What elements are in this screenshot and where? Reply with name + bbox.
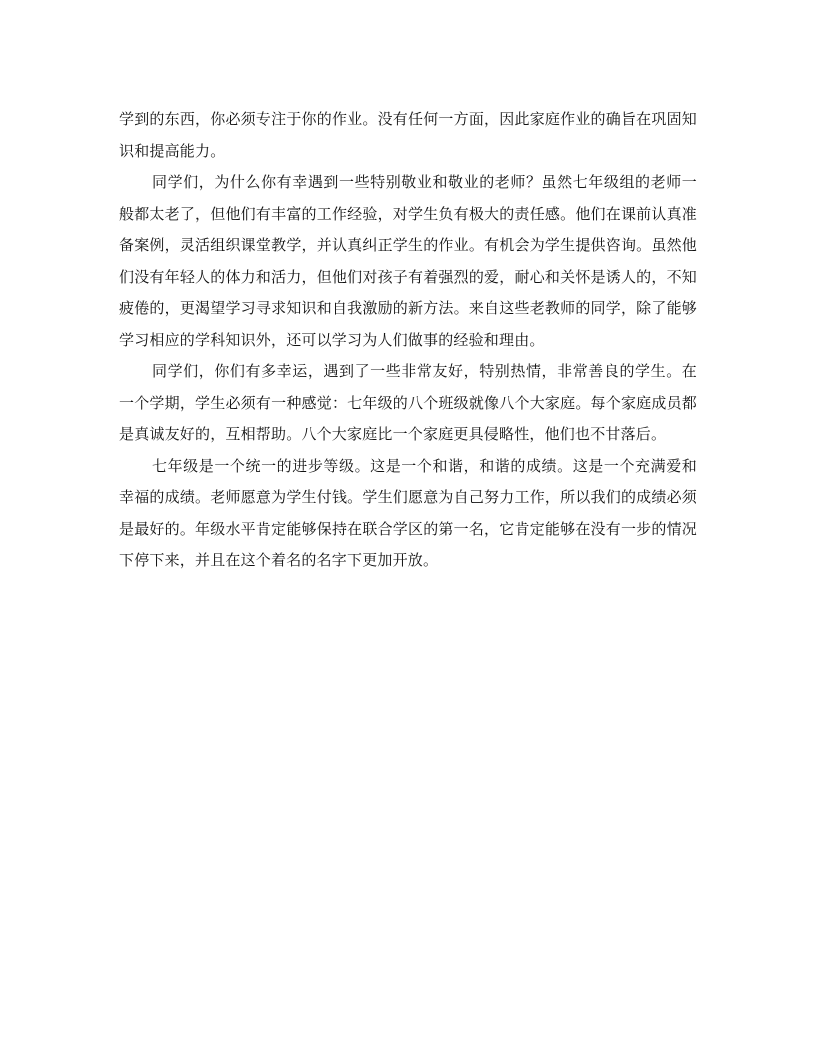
paragraph-continuation: 学到的东西，你必须专注于你的作业。没有任何一方面，因此家庭作业的确旨在巩固知识和提高能力。 — [119, 110, 697, 160]
paragraph-grade-seven: 七年级是一个统一的进步等级。这是一个和谐，和谐的成绩。这是一个充满爱和幸福的成绩。老师愿意为学生付钱。学生们愿意为自己努力工作，所以我们的成绩必须是最好的。年级水平肯定能够保持在联合学区的第一名，它肯定能够在没有一步的情况下停下来，并且在这个着名的名字下更加开放。 — [119, 456, 697, 569]
paragraph-classmates: 同学们，你们有多幸运，遇到了一些非常友好，特别热情，非常善良的学生。在一个学期，学生必须有一种感觉：七年级的八个班级就像八个大家庭。每个家庭成员都是真诚友好的，互相帮助。八个大家庭比一个家庭更具侵略性，他们也不甘落后。 — [119, 362, 697, 443]
document-body — [119, 104, 697, 577]
paragraph-teachers: 同学们，为什么你有幸遇到一些特别敬业和敬业的老师？虽然七年级组的老师一般都太老了，但他们有丰富的工作经验，对学生负有极大的责任感。他们在课前认真准备案例，灵活组织课堂教学，并认真纠正学生的作业。有机会为学生提供咨询。虽然他们没有年轻人的体力和活力，但他们对孩子有着强烈的爱，耐心和关怀是诱人的，不知疲倦的，更渴望学习寻求知识和自我激励的新方法。来自这些老教师的同学，除了能够学习相应的学科知识外，还可以学习为人们做事的经验和理由。 — [119, 173, 697, 349]
